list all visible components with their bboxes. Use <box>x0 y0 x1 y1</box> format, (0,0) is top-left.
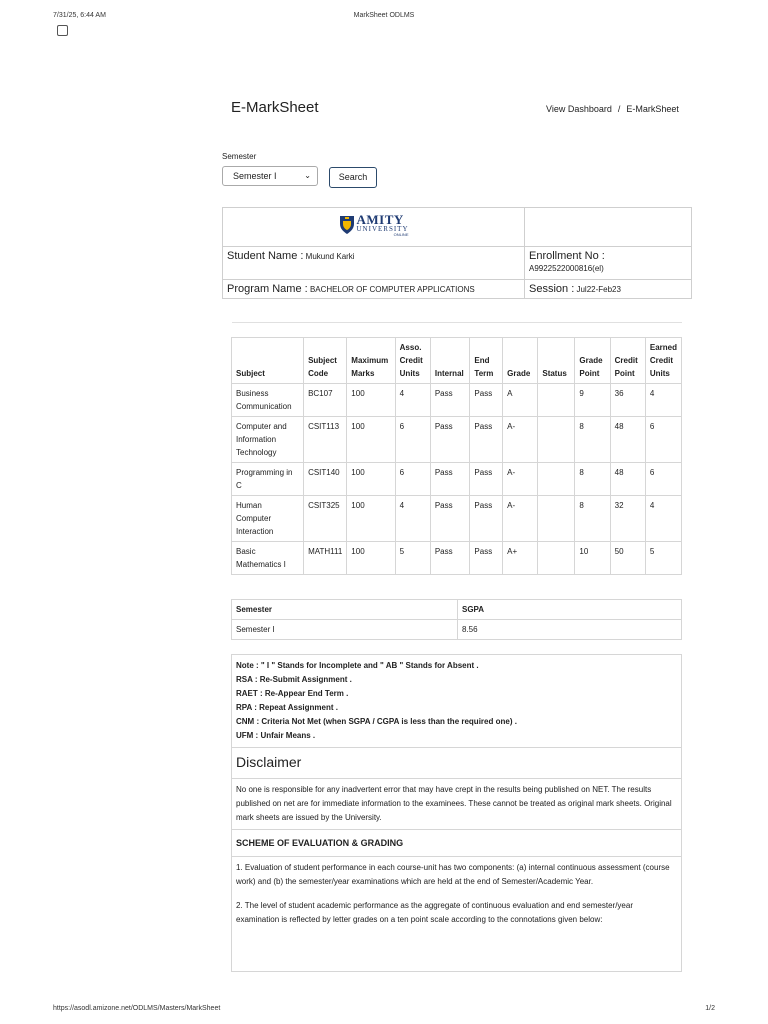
cell-grade: A- <box>503 417 538 463</box>
cell-grade: A+ <box>503 542 538 575</box>
page-title: E-MarkSheet <box>231 99 319 116</box>
table-row <box>232 542 682 575</box>
cell-code: MATH111 <box>304 542 347 575</box>
col-subject: Subject <box>232 338 304 384</box>
logo-cell <box>223 208 525 247</box>
session-value: Jul22-Feb23 <box>576 285 621 294</box>
cell-credit-units: 4 <box>395 496 430 542</box>
scheme-paragraph-1: 1. Evaluation of student performance in each course-unit has two components: (a) internal continuous assessment (course work) and (b) the semester/year examinations which are held at the end of Semester/Academic Year. <box>236 863 670 886</box>
breadcrumb-current: E-MarkSheet <box>626 104 679 114</box>
col-status: Status <box>538 338 575 384</box>
student-name-value: Mukund Karki <box>305 252 355 261</box>
breadcrumb <box>546 104 679 114</box>
cell-end-term: Pass <box>470 417 503 463</box>
sgpa-table <box>231 599 682 640</box>
cell-internal: Pass <box>430 496 470 542</box>
student-name-cell <box>223 247 525 280</box>
enrollment-label: Enrollment No : <box>529 250 605 262</box>
col-grade-point: Grade Point <box>575 338 610 384</box>
table-row <box>232 417 682 463</box>
cell-status <box>538 496 575 542</box>
logo-tag: ONLINE <box>393 232 409 237</box>
cell-subject: Computer and Information Technology <box>232 417 304 463</box>
scheme-paragraph-2: 2. The level of student academic performance as the aggregate of continuous evaluation and end semester/year examination is reflected by letter grades on a ten point scale according to the connotations given below: <box>236 901 633 924</box>
col-earned-credit-units: Earned Credit Units <box>645 338 681 384</box>
print-page-title: MarkSheet ODLMS <box>353 12 415 19</box>
cell-code: CSIT325 <box>304 496 347 542</box>
print-page-number: 1/2 <box>705 1005 715 1012</box>
session-label: Session : <box>529 283 575 295</box>
col-maximum-marks: Maximum Marks <box>347 338 395 384</box>
cell-grade-point: 8 <box>575 463 610 496</box>
cell-grade-point: 8 <box>575 496 610 542</box>
cell-earned-units: 6 <box>645 417 681 463</box>
sgpa-header-row <box>232 600 682 620</box>
legend-notes <box>232 655 681 748</box>
cell-end-term: Pass <box>470 384 503 417</box>
cell-earned-units: 4 <box>645 496 681 542</box>
cell-grade: A <box>503 384 538 417</box>
cell-credit-units: 6 <box>395 417 430 463</box>
note-line: UFM : Unfair Means . <box>236 731 316 740</box>
cell-code: BC107 <box>304 384 347 417</box>
cell-credit-point: 48 <box>610 417 645 463</box>
student-name-label: Student Name : <box>227 250 304 262</box>
cell-max-marks: 100 <box>347 384 395 417</box>
semester-select-value: Semester I <box>233 171 277 181</box>
table-row <box>232 384 682 417</box>
col-end-term: End Term <box>470 338 503 384</box>
cell-internal: Pass <box>430 417 470 463</box>
col-credit-units: Asso. Credit Units <box>395 338 430 384</box>
cell-grade-point: 8 <box>575 417 610 463</box>
cell-semester: Semester I <box>232 620 458 640</box>
cell-status <box>538 463 575 496</box>
cell-sgpa: 8.56 <box>458 620 682 640</box>
cell-credit-point: 36 <box>610 384 645 417</box>
cell-max-marks: 100 <box>347 496 395 542</box>
cell-credit-units: 6 <box>395 463 430 496</box>
scheme-text <box>232 857 681 941</box>
cell-grade: A- <box>503 463 538 496</box>
cell-credit-point: 32 <box>610 496 645 542</box>
cell-subject: Programming in C <box>232 463 304 496</box>
col-sgpa: SGPA <box>458 600 682 620</box>
divider <box>232 322 682 323</box>
student-info-table <box>222 207 692 299</box>
cell-max-marks: 100 <box>347 417 395 463</box>
col-internal: Internal <box>430 338 470 384</box>
search-button[interactable]: Search <box>329 167 377 188</box>
cell-subject: Human Computer Interaction <box>232 496 304 542</box>
note-line: RSA : Re-Submit Assignment . <box>236 675 352 684</box>
cell-earned-units: 6 <box>645 463 681 496</box>
print-datetime: 7/31/25, 6:44 AM <box>53 12 106 19</box>
print-url: https://asodl.amizone.net/ODLMS/Masters/MarkSheet <box>53 1005 221 1012</box>
amity-logo <box>339 213 409 237</box>
semester-select[interactable] <box>222 166 318 186</box>
cell-internal: Pass <box>430 542 470 575</box>
cell-credit-point: 48 <box>610 463 645 496</box>
cell-max-marks: 100 <box>347 542 395 575</box>
semester-label: Semester <box>222 152 257 161</box>
chevron-down-icon: ⌄ <box>304 171 311 180</box>
cell-end-term: Pass <box>470 542 503 575</box>
col-semester: Semester <box>232 600 458 620</box>
cell-grade: A- <box>503 496 538 542</box>
col-subject-code: Subject Code <box>304 338 347 384</box>
col-grade: Grade <box>503 338 538 384</box>
enrollment-cell <box>525 247 692 280</box>
cell-earned-units: 5 <box>645 542 681 575</box>
session-cell <box>525 280 692 299</box>
breadcrumb-separator: / <box>617 104 621 114</box>
enrollment-value: A9922522000816(el) <box>529 264 604 273</box>
disclaimer-text: No one is responsible for any inadvertent error that may have crept in the results being published on NET. The results published on net are for immediate information to the examinees. These cannot be treated as original mark sheets. Original mark sheets are issued by the University. <box>232 779 681 830</box>
cell-internal: Pass <box>430 463 470 496</box>
program-label: Program Name : <box>227 283 308 295</box>
cell-credit-units: 5 <box>395 542 430 575</box>
logo-name: AMITY <box>356 212 404 227</box>
marks-table <box>231 337 682 575</box>
note-line: RAET : Re-Appear End Term . <box>236 689 349 698</box>
cell-end-term: Pass <box>470 496 503 542</box>
table-row <box>232 496 682 542</box>
program-value: BACHELOR OF COMPUTER APPLICATIONS <box>309 285 475 294</box>
cell-end-term: Pass <box>470 463 503 496</box>
breadcrumb-view-dashboard-link[interactable]: View Dashboard <box>546 104 612 114</box>
cell-status <box>538 417 575 463</box>
cell-code: CSIT113 <box>304 417 347 463</box>
notes-panel <box>231 654 682 972</box>
cell-max-marks: 100 <box>347 463 395 496</box>
cell-subject: Basic Mathematics I <box>232 542 304 575</box>
marks-header-row <box>232 338 682 384</box>
cell-credit-point: 50 <box>610 542 645 575</box>
cell-grade-point: 9 <box>575 384 610 417</box>
note-line: RPA : Repeat Assignment . <box>236 703 338 712</box>
cell-internal: Pass <box>430 384 470 417</box>
note-line: CNM : Criteria Not Met (when SGPA / CGPA is less than the required one) . <box>236 717 517 726</box>
cell-status <box>538 542 575 575</box>
program-cell <box>223 280 525 299</box>
cell-earned-units: 4 <box>645 384 681 417</box>
cell-subject: Business Communication <box>232 384 304 417</box>
scheme-title: SCHEME OF EVALUATION & GRADING <box>232 830 681 857</box>
col-credit-point: Credit Point <box>610 338 645 384</box>
note-line: Note : " I " Stands for Incomplete and " AB " Stands for Absent . <box>236 661 479 670</box>
empty-cell <box>525 208 692 247</box>
table-row <box>232 620 682 640</box>
checkbox[interactable] <box>57 25 68 36</box>
table-row <box>232 463 682 496</box>
disclaimer-title: Disclaimer <box>232 748 681 779</box>
cell-grade-point: 10 <box>575 542 610 575</box>
logo-sub: UNIVERSITY <box>356 225 409 233</box>
cell-code: CSIT140 <box>304 463 347 496</box>
cell-credit-units: 4 <box>395 384 430 417</box>
cell-status <box>538 384 575 417</box>
amity-shield-icon <box>339 215 355 235</box>
